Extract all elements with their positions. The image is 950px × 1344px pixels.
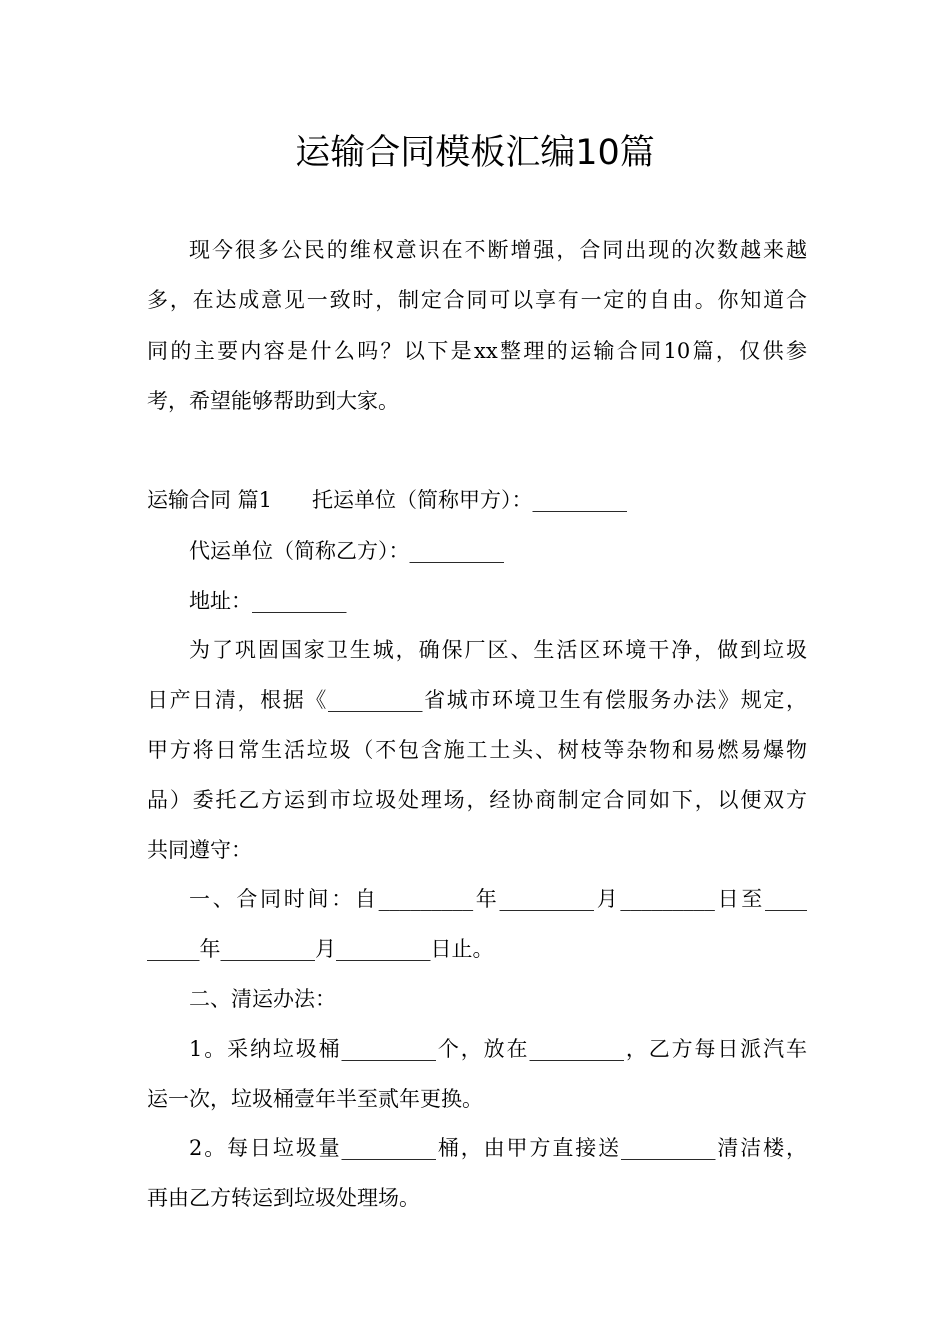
item-line: 再由乙方转运到垃圾处理场。: [147, 1186, 420, 1210]
clause-line: 一、合同时间：自_________年_________月_________日至____: [189, 887, 807, 911]
clause-heading: 二、清运办法：: [189, 987, 336, 1011]
intro-line: 考，希望能够帮助到大家。: [147, 389, 399, 413]
section-heading-row: [147, 485, 807, 515]
purpose-line: 甲方将日常生活垃圾（不包含施工土头、树枝等杂物和易燃易爆物: [147, 738, 807, 762]
address-field: 地址：_________: [189, 589, 347, 613]
item-line: 2。每日垃圾量_________桶，由甲方直接送_________清洁楼，: [189, 1136, 807, 1160]
intro-line: 现今很多公民的维权意识在不断增强，合同出现的次数越来越: [189, 238, 807, 262]
shipper-field: 托运单位（简称甲方）：_________: [312, 488, 628, 512]
section-heading: 运输合同 篇1: [147, 488, 273, 512]
purpose-line: 品）委托乙方运到市垃圾处理场，经协商制定合同如下，以便双方: [147, 788, 807, 812]
purpose-line: 为了巩固国家卫生城，确保厂区、生活区环境干净，做到垃圾: [189, 638, 807, 662]
item-line: 1。采纳垃圾桶_________个，放在_________，乙方每日派汽车: [189, 1037, 807, 1061]
intro-line: 多，在达成意见一致时，制定合同可以享有一定的自由。你知道合: [147, 288, 807, 312]
purpose-line: 日产日清，根据《_________省城市环境卫生有偿服务办法》规定，: [147, 688, 807, 712]
intro-line: 同的主要内容是什么吗？以下是xx整理的运输合同10篇，仅供参: [147, 339, 807, 363]
purpose-line: 共同遵守：: [147, 838, 252, 862]
item-line: 运一次，垃圾桶壹年半至贰年更换。: [147, 1087, 483, 1111]
document-title: 运输合同模板汇编10篇: [295, 133, 655, 173]
clause-line: _____年_________月_________日止。: [147, 937, 494, 961]
carrier-field: 代运单位（简称乙方）：_________: [189, 539, 504, 563]
